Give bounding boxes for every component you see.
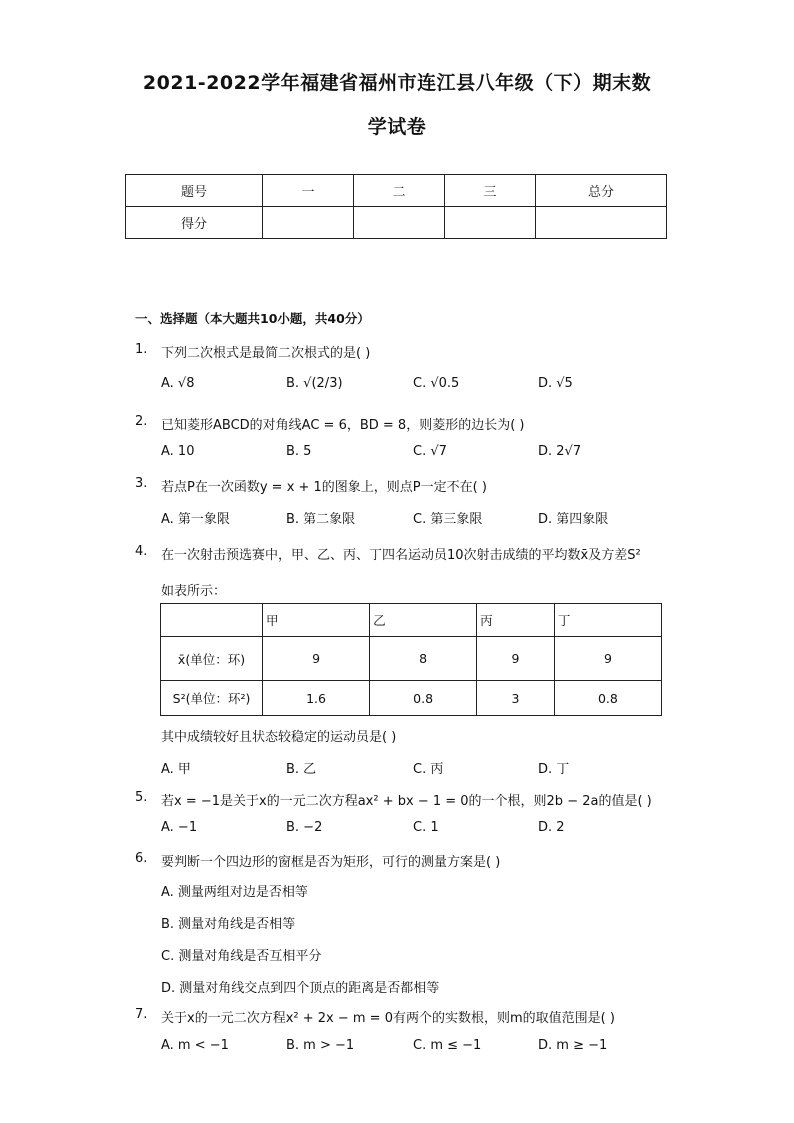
question-3-options — [161, 508, 701, 528]
question-stem: 在一次射击预选赛中，甲、乙、丙、丁四名运动员10次射击成绩的平均数x̄及方差S² — [161, 548, 641, 563]
option-b[interactable]: B. 第二象限 — [286, 512, 356, 527]
option-d[interactable]: D. 丁 — [538, 762, 570, 777]
section-heading: 一、选择题（本大题共10小题，共40分） — [135, 311, 370, 326]
option-b[interactable]: B. −2 — [286, 820, 323, 835]
question-1-options — [161, 376, 701, 396]
option-b[interactable]: B. 乙 — [286, 762, 317, 777]
question-4-options — [161, 758, 701, 778]
question-stem: 已知菱形ABCD的对角线AC = 6，BD = 8，则菱形的边长为( ) — [161, 418, 525, 433]
variance-value: 0.8 — [370, 681, 477, 716]
question-number: 1. — [135, 342, 148, 357]
athlete-name: 甲 — [263, 604, 370, 637]
mean-value: 9 — [477, 637, 555, 681]
question-2 — [135, 414, 525, 433]
athlete-name: 丁 — [554, 604, 661, 637]
option-d[interactable]: D. m ≥ −1 — [538, 1038, 608, 1053]
option-d[interactable]: D. 第四象限 — [538, 512, 609, 527]
question-4-stem-continued: 如表所示： — [161, 584, 227, 599]
option-a[interactable]: A. 测量两组对边是否相等 — [161, 885, 308, 900]
athlete-name: 丙 — [477, 604, 555, 637]
option-d[interactable]: D. 测量对角线交点到四个顶点的距离是否都相等 — [161, 981, 440, 996]
option-c[interactable]: C. 1 — [413, 820, 439, 835]
question-7-options — [161, 1038, 701, 1058]
variance-value: 3 — [477, 681, 555, 716]
option-d[interactable]: D. 2 — [538, 820, 565, 835]
question-4 — [135, 544, 641, 563]
score-table-score-row — [126, 207, 667, 239]
score-header-cell: 一 — [263, 175, 354, 207]
question-number: 3. — [135, 476, 148, 491]
option-b[interactable]: B. 5 — [286, 444, 312, 459]
variance-row — [161, 681, 662, 716]
question-5 — [135, 790, 652, 809]
question-1 — [135, 342, 371, 361]
option-a[interactable]: A. 第一象限 — [161, 512, 230, 527]
option-c[interactable]: C. 测量对角线是否互相平分 — [161, 949, 322, 964]
athlete-stats-table — [160, 603, 662, 716]
question-stem: 关于x的一元二次方程x² + 2x − m = 0有两个的实数根，则m的取值范围是( ) — [161, 1011, 615, 1026]
mean-value: 9 — [263, 637, 370, 681]
variance-value: 1.6 — [263, 681, 370, 716]
mean-row-label: x̄(单位：环) — [161, 637, 263, 681]
question-stem: 若点P在一次函数y = x + 1的图象上，则点P一定不在( ) — [161, 480, 487, 495]
option-c[interactable]: C. √7 — [413, 444, 447, 459]
score-cell — [445, 207, 536, 239]
question-5-options — [161, 820, 701, 840]
mean-row — [161, 637, 662, 681]
question-6 — [135, 851, 501, 870]
question-stem: 下列二次根式是最简二次根式的是( ) — [161, 346, 371, 361]
exam-title-line2: 学试卷 — [367, 116, 427, 138]
score-row-label: 得分 — [126, 207, 263, 239]
score-table-header-row — [126, 175, 667, 207]
score-header-cell: 三 — [445, 175, 536, 207]
question-number: 4. — [135, 544, 148, 559]
option-a[interactable]: A. 甲 — [161, 762, 191, 777]
question-number: 5. — [135, 790, 148, 805]
question-stem: 若x = −1是关于x的一元二次方程ax² + bx − 1 = 0的一个根，则2b − 2a的值是( ) — [161, 794, 652, 809]
score-header-cell: 题号 — [126, 175, 263, 207]
option-b[interactable]: B. √(2/3) — [286, 376, 343, 391]
option-c[interactable]: C. m ≤ −1 — [413, 1038, 482, 1053]
option-d[interactable]: D. √5 — [538, 376, 573, 391]
option-c[interactable]: C. 第三象限 — [413, 512, 483, 527]
question-number: 6. — [135, 851, 148, 866]
option-b[interactable]: B. 测量对角线是否相等 — [161, 917, 296, 932]
question-2-options — [161, 444, 701, 464]
option-d[interactable]: D. 2√7 — [538, 444, 582, 459]
option-a[interactable]: A. m < −1 — [161, 1038, 229, 1053]
mean-value: 9 — [554, 637, 661, 681]
option-b[interactable]: B. m > −1 — [286, 1038, 355, 1053]
question-number: 2. — [135, 414, 148, 429]
question-number: 7. — [135, 1007, 148, 1022]
athlete-table-corner — [161, 604, 263, 637]
mean-value: 8 — [370, 637, 477, 681]
score-cell — [263, 207, 354, 239]
score-cell — [536, 207, 667, 239]
athlete-name: 乙 — [370, 604, 477, 637]
athlete-table-header-row — [161, 604, 662, 637]
option-c[interactable]: C. √0.5 — [413, 376, 460, 391]
score-header-cell: 总分 — [536, 175, 667, 207]
option-c[interactable]: C. 丙 — [413, 762, 444, 777]
question-stem: 要判断一个四边形的窗框是否为矩形，可行的测量方案是( ) — [161, 855, 501, 870]
question-7 — [135, 1007, 615, 1026]
score-header-cell: 二 — [354, 175, 445, 207]
exam-title-line1: 2021-2022学年福建省福州市连江县八年级（下）期末数 — [142, 72, 652, 94]
question-3 — [135, 476, 487, 495]
variance-value: 0.8 — [554, 681, 661, 716]
score-table — [125, 174, 667, 239]
variance-row-label: S²(单位：环²) — [161, 681, 263, 716]
option-a[interactable]: A. √8 — [161, 376, 195, 391]
score-cell — [354, 207, 445, 239]
option-a[interactable]: A. −1 — [161, 820, 198, 835]
option-a[interactable]: A. 10 — [161, 444, 195, 459]
question-4-stem-final: 其中成绩较好且状态较稳定的运动员是( ) — [161, 730, 397, 745]
